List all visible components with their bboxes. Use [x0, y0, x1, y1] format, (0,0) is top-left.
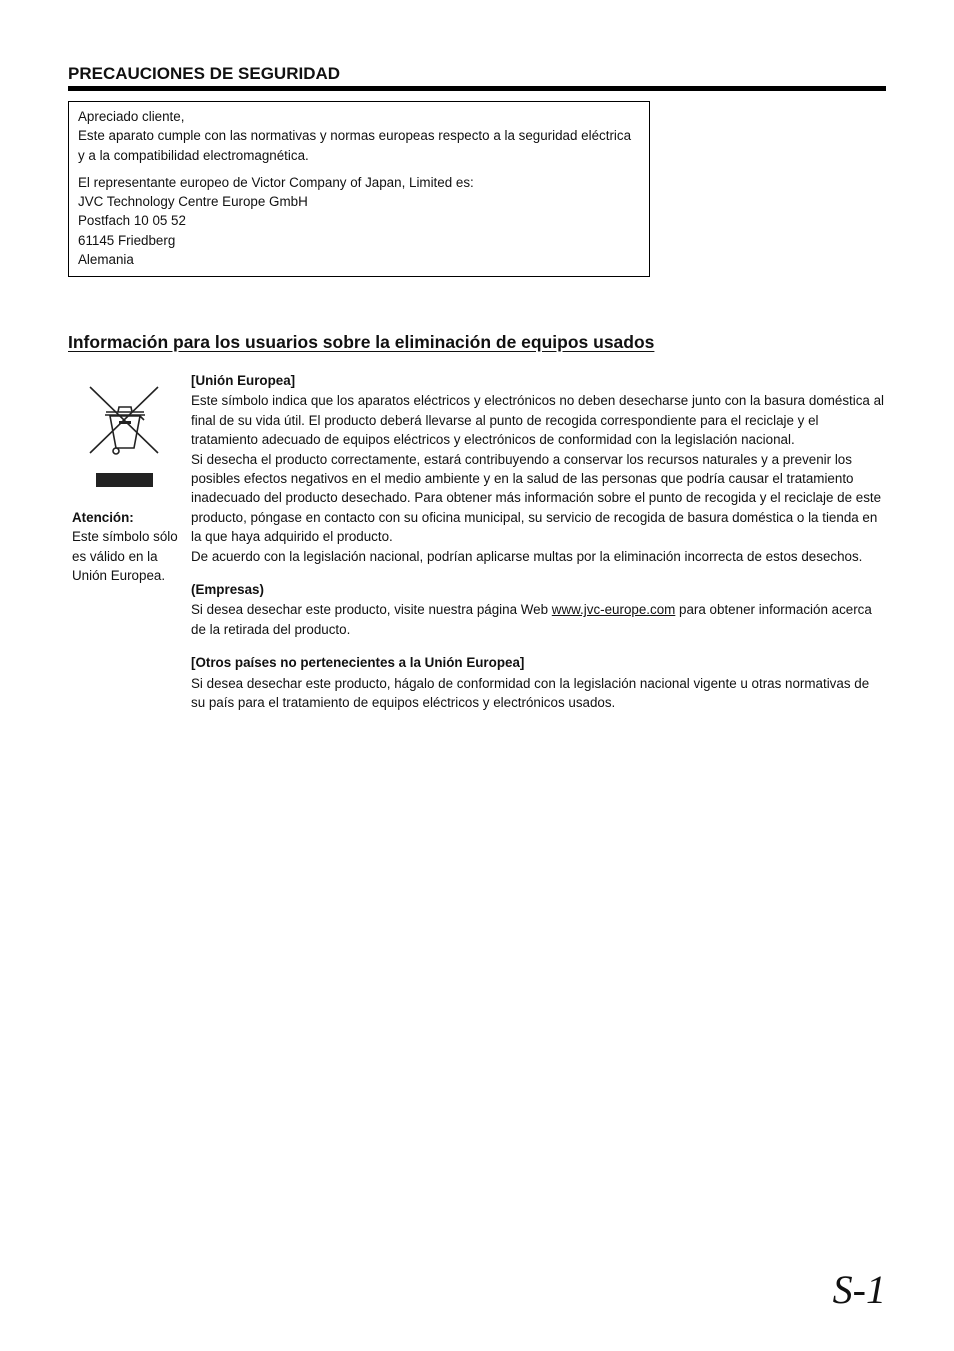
ce-country: Alemania [78, 252, 134, 268]
ce-representative-intro: El representante europeo de Victor Company of Japan, Limited es: [78, 174, 474, 190]
eu-section [191, 371, 886, 566]
ce-postbox: Postfach 10 05 52 [78, 213, 186, 229]
other-countries-title: [Otros países no pertenecientes a la Unión Europea] [191, 655, 525, 671]
jvc-europe-link[interactable]: www.jvc-europe.com [551, 602, 676, 618]
disposal-content [191, 371, 886, 727]
business-paragraph [191, 600, 886, 639]
ce-statement: Este aparato cumple con las normativas y normas europeas respecto a la seguridad eléctrica y a la compatibilidad electromagnética. [78, 128, 632, 163]
business-text-before: Si desea desechar este producto, visite nuestra página Web [191, 602, 552, 618]
disposal-heading: Información para los usuarios sobre la eliminación de equipos usados [68, 332, 655, 352]
crossed-out-wheelie-bin-icon [88, 386, 160, 490]
eu-paragraph-3: De acuerdo con la legislación nacional, podrían aplicarse multas por la eliminación incorrecta de estos desechos. [191, 548, 863, 564]
eu-only-note [72, 508, 182, 585]
ce-city: 61145 Friedberg [78, 232, 176, 248]
page-title: PRECAUCIONES DE SEGURIDAD [68, 64, 886, 91]
note-text: Este símbolo sólo es válido en la Unión Europea. [72, 529, 178, 583]
ce-company: JVC Technology Centre Europe GmbH [78, 194, 308, 210]
eu-section-title: [Unión Europea] [191, 373, 296, 388]
other-countries-paragraph: Si desea desechar este producto, hágalo de conformidad con la legislación nacional vigente u otras normativas de su país para el tratamiento de equipos eléctricos y electrónicos usados. [191, 675, 870, 711]
eu-paragraph-2: Si desecha el producto correctamente, estará contribuyendo a conservar los recursos naturales y a prevenir los posibles efectos negativos en el medio ambiente y en la salud de las personas que podría causar el tratamiento inadecuado del producto desechado. Para obtener más información sobre el punto de recogida y el reciclaje de este producto, póngase en contacto con su oficina municipal, su servicio de recogida de basura doméstica o la tienda en la que haya adquirido el producto. [191, 451, 882, 545]
business-section [191, 580, 886, 639]
ce-notice-box [68, 101, 650, 277]
ce-greeting: Apreciado cliente, [78, 109, 185, 124]
page-number: S-1 [832, 1267, 886, 1312]
business-section-title: (Empresas) [191, 582, 264, 598]
other-countries-section [191, 653, 886, 712]
note-title: Atención: [72, 510, 134, 525]
eu-paragraph-1: Este símbolo indica que los aparatos eléctricos y electrónicos no deben desecharse junto con la basura doméstica al final de su vida útil. El producto deberá llevarse al punto de recogida correspondiente para el reciclaje y el tratamiento adecuado de equipos eléctricos y electrónicos de conformidad con la legislación nacional. [191, 393, 884, 448]
business-text-after: para obtener información acerca de la retirada del producto. [191, 602, 872, 637]
